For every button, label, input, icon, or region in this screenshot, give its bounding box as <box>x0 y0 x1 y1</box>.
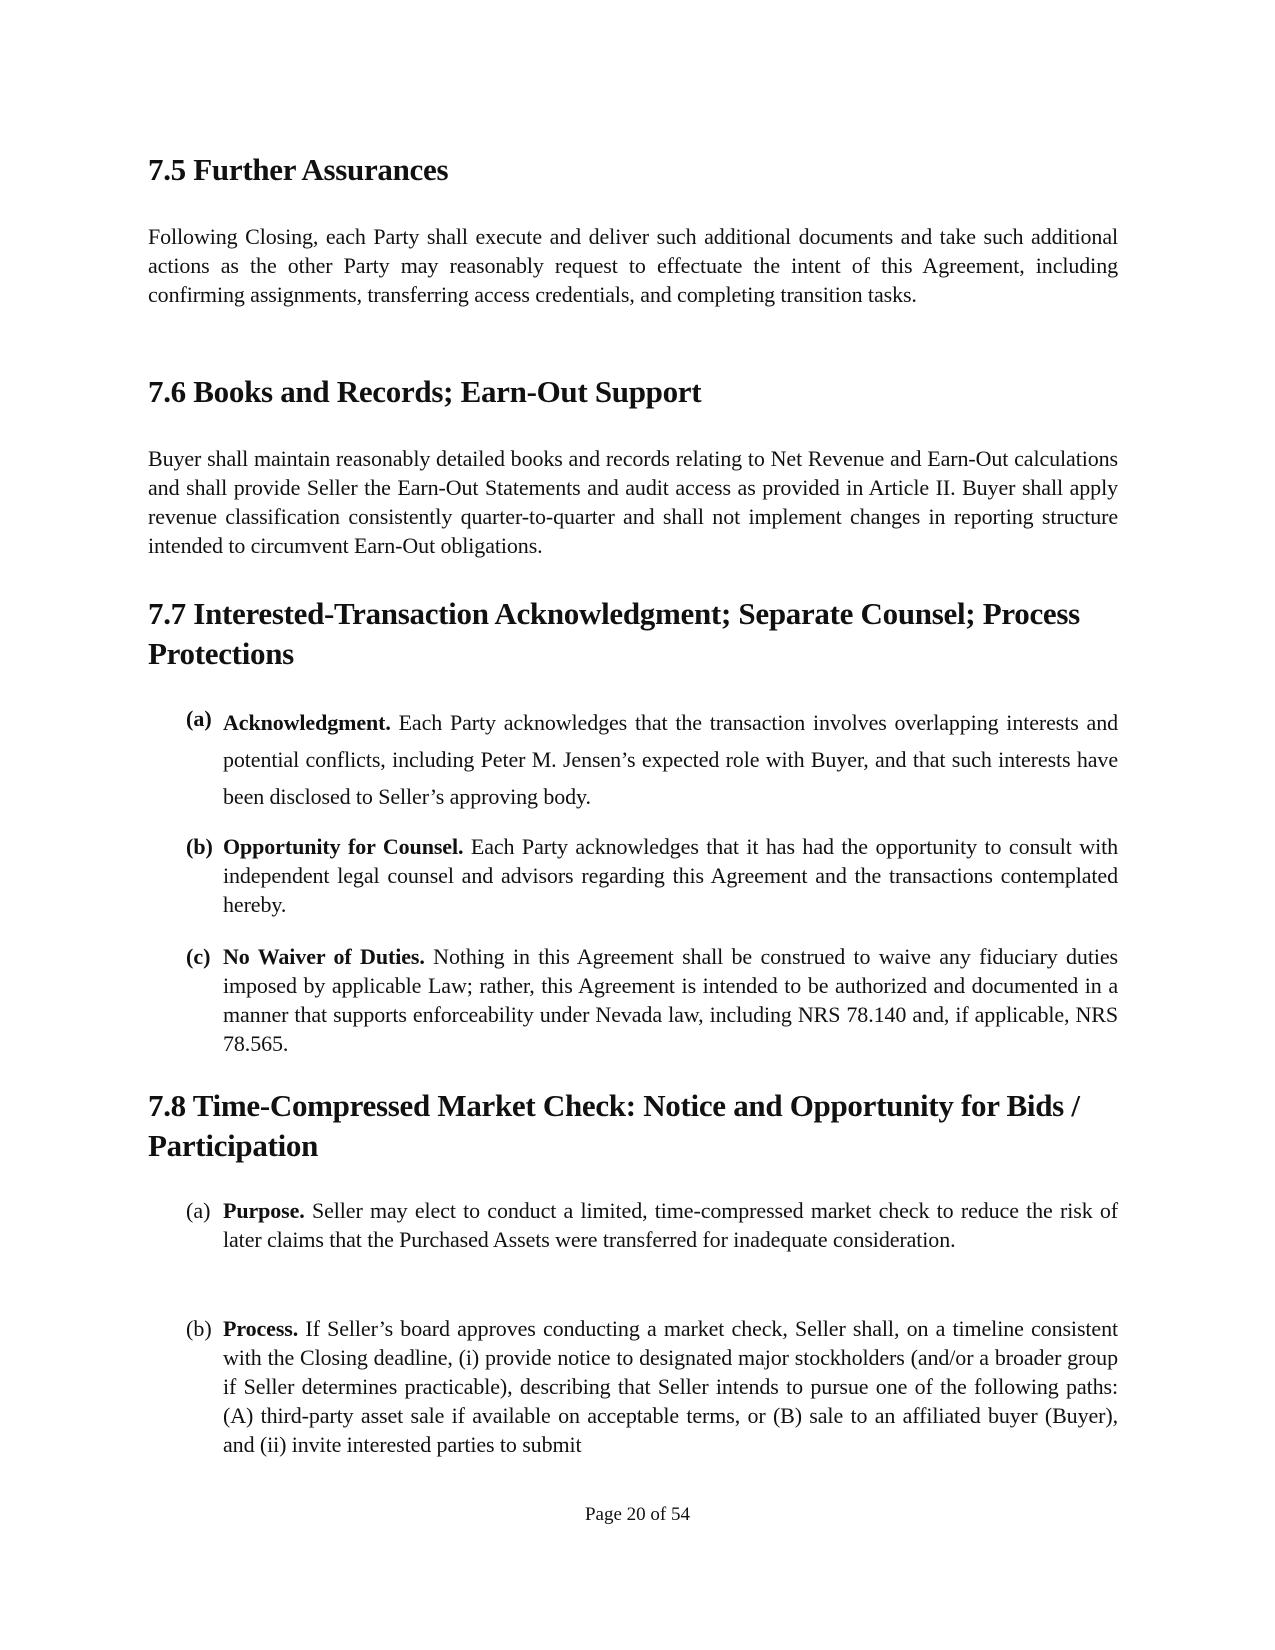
item-label: (a) <box>186 706 212 731</box>
item-text: If Seller’s board approves conducting a market check, Seller shall, on a timeline consistent with the Closing deadline, (i) provide notice to designated major stockholders (and/or a broader group if Seller determines practicable), describing that Seller intends to pursue one of the following paths: (A) third-party asset sale if available on acceptable terms, or (B) sale to an affiliated buyer (Buyer), and (ii) invite interested parties to submit <box>223 1316 1118 1457</box>
section-7-7-heading: 7.7 Interested-Transaction Acknowledgment; Separate Counsel; Process Protections <box>148 596 1080 671</box>
item-label: (b) <box>186 834 213 859</box>
section-7-6-body: Buyer shall maintain reasonably detailed books and records relating to Net Revenue and Earn-Out calculations and shall provide Seller the Earn-Out Statements and audit access as provided in Article II. Buyer shall apply revenue classification consistently quarter-to-quarter and shall not implement changes in reporting structure intended to circumvent Earn-Out obligations. <box>148 446 1118 558</box>
item-term: Opportunity for Counsel. <box>223 834 464 859</box>
section-7-8-item-a <box>186 1196 1118 1254</box>
section-7-5-body: Following Closing, each Party shall execute and deliver such additional documents and take such additional actions as the other Party may reasonably request to effectuate the intent of this Agreement, including confirming assignments, transferring access credentials, and completing transition tasks. <box>148 224 1118 307</box>
section-7-7-item-c <box>186 942 1118 1058</box>
item-label: (b) <box>186 1316 212 1341</box>
item-label: (c) <box>186 944 211 969</box>
item-term: Process. <box>223 1316 299 1341</box>
item-text: Each Party acknowledges that the transaction involves overlapping interests and potential conflicts, including Peter M. Jensen’s expected role with Buyer, and that such interests have been disclosed to Seller’s approving body. <box>223 710 1118 809</box>
item-text: Seller may elect to conduct a limited, time-compressed market check to reduce the risk of later claims that the Purchased Assets were transferred for inadequate consideration. <box>223 1198 1118 1252</box>
item-text: Nothing in this Agreement shall be construed to waive any fiduciary duties imposed by applicable Law; rather, this Agreement is intended to be authorized and documented in a manner that supports enforceability under Nevada law, including NRS 78.140 and, if applicable, NRS 78.565. <box>223 944 1118 1056</box>
item-term: Purpose. <box>223 1198 305 1223</box>
section-7-7-item-b <box>186 832 1118 919</box>
item-term: Acknowledgment. <box>223 710 391 735</box>
item-term: No Waiver of Duties. <box>223 944 425 969</box>
section-7-5-heading: 7.5 Further Assurances <box>148 152 449 187</box>
section-7-6-heading: 7.6 Books and Records; Earn-Out Support <box>148 374 702 409</box>
page-number: Page 20 of 54 <box>584 1504 690 1525</box>
section-7-8-item-b <box>186 1314 1118 1459</box>
section-7-8-heading: 7.8 Time-Compressed Market Check: Notice and Opportunity for Bids / Participation <box>148 1088 1080 1163</box>
section-7-7-item-a <box>186 704 1118 815</box>
item-text: Each Party acknowledges that it has had the opportunity to consult with independent legal counsel and advisors regarding this Agreement and the transactions contemplated hereby. <box>223 834 1118 917</box>
item-label: (a) <box>186 1198 211 1223</box>
